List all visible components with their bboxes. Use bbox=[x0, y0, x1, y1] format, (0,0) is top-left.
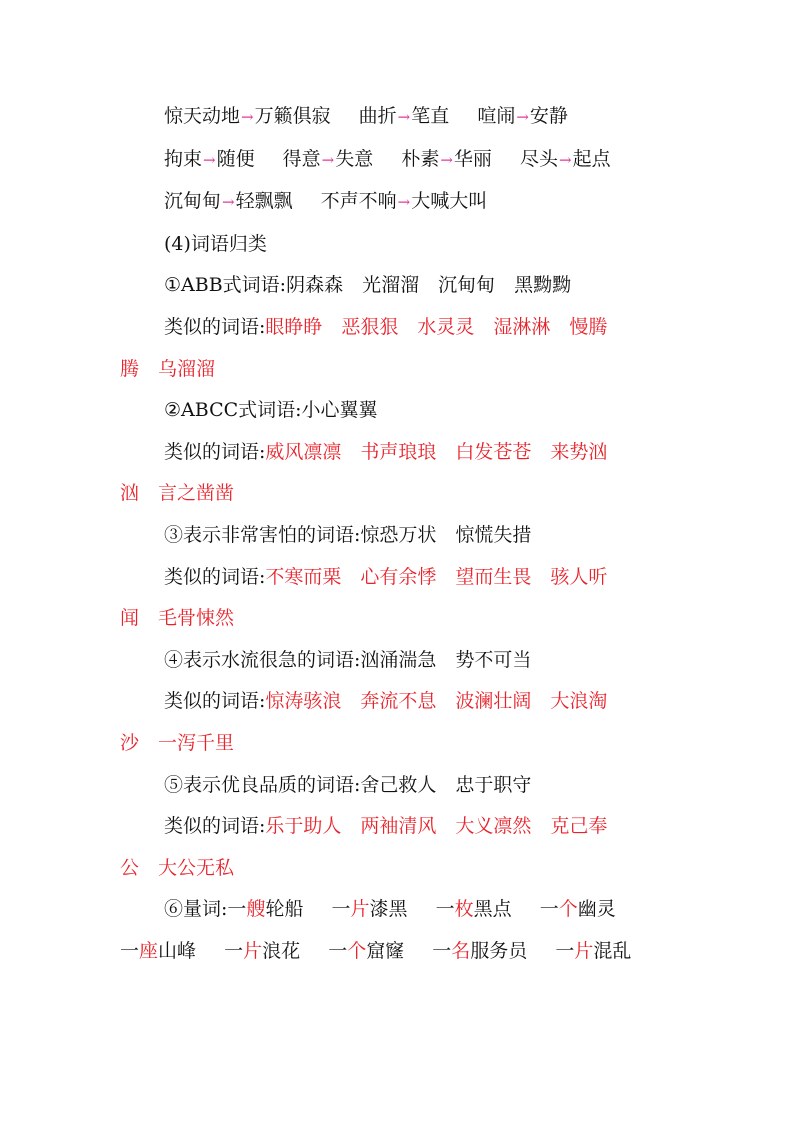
antonym-word: 朴素 bbox=[401, 147, 440, 170]
measure-one: 一 bbox=[328, 939, 348, 962]
similar-words: 乐于助人 两袖清风 大义凛然 克己奉 bbox=[265, 815, 608, 838]
measure-one: 一 bbox=[227, 898, 247, 921]
antonym-line-2 bbox=[120, 139, 680, 182]
measure-one: 一 bbox=[331, 898, 351, 921]
similar-label: 类似的词语: bbox=[164, 440, 266, 463]
antonym-line-3 bbox=[120, 181, 680, 224]
similar-line bbox=[120, 806, 680, 848]
antonym-word: 笔直 bbox=[411, 105, 450, 127]
similar-line bbox=[120, 557, 680, 599]
similar-words: 眼睁睁 恶狠狠 水灵灵 湿淋淋 慢腾 bbox=[265, 315, 608, 338]
measure-noun: 窟窿 bbox=[366, 939, 405, 962]
similar-continuation: 沙 一泻千里 bbox=[120, 731, 235, 754]
measure-noun: 服务员 bbox=[470, 939, 528, 962]
antonym-word: 沉甸甸 bbox=[164, 190, 222, 213]
measure-noun: 山峰 bbox=[158, 939, 197, 962]
similar-line bbox=[120, 432, 680, 474]
measure-one: 一 bbox=[435, 898, 455, 921]
measure-one: 一 bbox=[120, 939, 140, 962]
similar-line bbox=[120, 681, 680, 723]
arrow-icon: → bbox=[440, 150, 453, 169]
measure-noun: 浪花 bbox=[262, 939, 301, 962]
arrow-icon: → bbox=[558, 150, 572, 169]
measure-noun: 黑点 bbox=[473, 898, 512, 921]
measure-words-line-1 bbox=[120, 889, 680, 931]
measure-one: 一 bbox=[224, 939, 244, 962]
group-heading: ④表示水流很急的词语:汹涌湍急 势不可当 bbox=[164, 648, 532, 671]
section-title: (4)词语归类 bbox=[164, 232, 267, 255]
content-body bbox=[120, 96, 680, 972]
similar-continuation: 闻 毛骨悚然 bbox=[120, 607, 235, 630]
measure-word: 片 bbox=[350, 898, 370, 921]
antonym-word: 拘束 bbox=[164, 147, 203, 170]
antonym-word: 惊天动地 bbox=[164, 105, 241, 127]
measure-word: 片 bbox=[243, 939, 263, 962]
antonym-word: 万籁俱寂 bbox=[254, 105, 331, 127]
measure-word: 艘 bbox=[246, 898, 266, 921]
arrow-icon: → bbox=[241, 108, 254, 126]
similar-label: 类似的词语: bbox=[164, 315, 266, 338]
similar-label: 类似的词语: bbox=[164, 815, 266, 838]
measure-word: 片 bbox=[574, 939, 594, 962]
group-heading: ①ABB式词语:阴森森 光溜溜 沉甸甸 黑黝黝 bbox=[164, 274, 572, 297]
arrow-icon: → bbox=[397, 193, 411, 212]
measure-one: 一 bbox=[432, 939, 452, 962]
measure-one: 一 bbox=[539, 898, 559, 921]
measure-noun: 幽灵 bbox=[577, 898, 616, 921]
measure-words-line-2 bbox=[120, 931, 680, 973]
similar-words: 惊涛骇浪 奔流不息 波澜壮阔 大浪淘 bbox=[265, 690, 608, 713]
measure-one: 一 bbox=[555, 939, 575, 962]
arrow-icon: → bbox=[321, 150, 335, 169]
measure-word: 个 bbox=[558, 898, 578, 921]
similar-line bbox=[120, 307, 680, 349]
similar-label: 类似的词语: bbox=[164, 565, 266, 588]
similar-words: 不寒而栗 心有余悸 望而生畏 骇人听 bbox=[265, 565, 608, 588]
similar-continuation: 汹 言之凿凿 bbox=[120, 482, 235, 505]
group-heading: ②ABCC式词语:小心翼翼 bbox=[164, 399, 378, 422]
antonym-word: 华丽 bbox=[453, 147, 492, 170]
antonym-word: 曲折 bbox=[358, 105, 397, 127]
antonym-line-1 bbox=[120, 96, 680, 139]
measure-word: 个 bbox=[347, 939, 367, 962]
similar-continuation: 公 大公无私 bbox=[120, 856, 235, 879]
antonym-word: 喧闹 bbox=[477, 105, 516, 127]
antonym-word: 大喊大叫 bbox=[411, 190, 488, 213]
measure-word: 名 bbox=[451, 939, 471, 962]
measure-noun: 混乱 bbox=[593, 939, 632, 962]
measure-noun: 轮船 bbox=[265, 898, 304, 921]
group-heading: ⑤表示优良品质的词语:舍己救人 忠于职守 bbox=[164, 773, 532, 796]
measure-word: 座 bbox=[139, 939, 159, 962]
antonym-word: 轻飘飘 bbox=[235, 190, 293, 213]
group-heading: ③表示非常害怕的词语:惊恐万状 惊慌失措 bbox=[164, 523, 532, 546]
antonym-word: 尽头 bbox=[519, 147, 558, 170]
measure-word: 枚 bbox=[454, 898, 474, 921]
measure-noun: 漆黑 bbox=[369, 898, 408, 921]
arrow-icon: → bbox=[203, 150, 216, 169]
antonym-word: 失意 bbox=[335, 147, 374, 170]
arrow-icon: → bbox=[397, 108, 411, 126]
antonym-word: 起点 bbox=[572, 147, 611, 170]
arrow-icon: → bbox=[222, 193, 235, 212]
similar-continuation: 腾 乌溜溜 bbox=[120, 357, 216, 380]
arrow-icon: → bbox=[516, 108, 529, 126]
measure-label: ⑥量词: bbox=[164, 898, 228, 921]
antonym-word: 安静 bbox=[529, 105, 568, 127]
similar-label: 类似的词语: bbox=[164, 690, 266, 713]
antonym-word: 得意 bbox=[282, 147, 321, 170]
antonym-word: 随便 bbox=[216, 147, 255, 170]
antonym-word: 不声不响 bbox=[320, 190, 397, 213]
similar-words: 威风凛凛 书声琅琅 白发苍苍 来势汹 bbox=[265, 440, 608, 463]
